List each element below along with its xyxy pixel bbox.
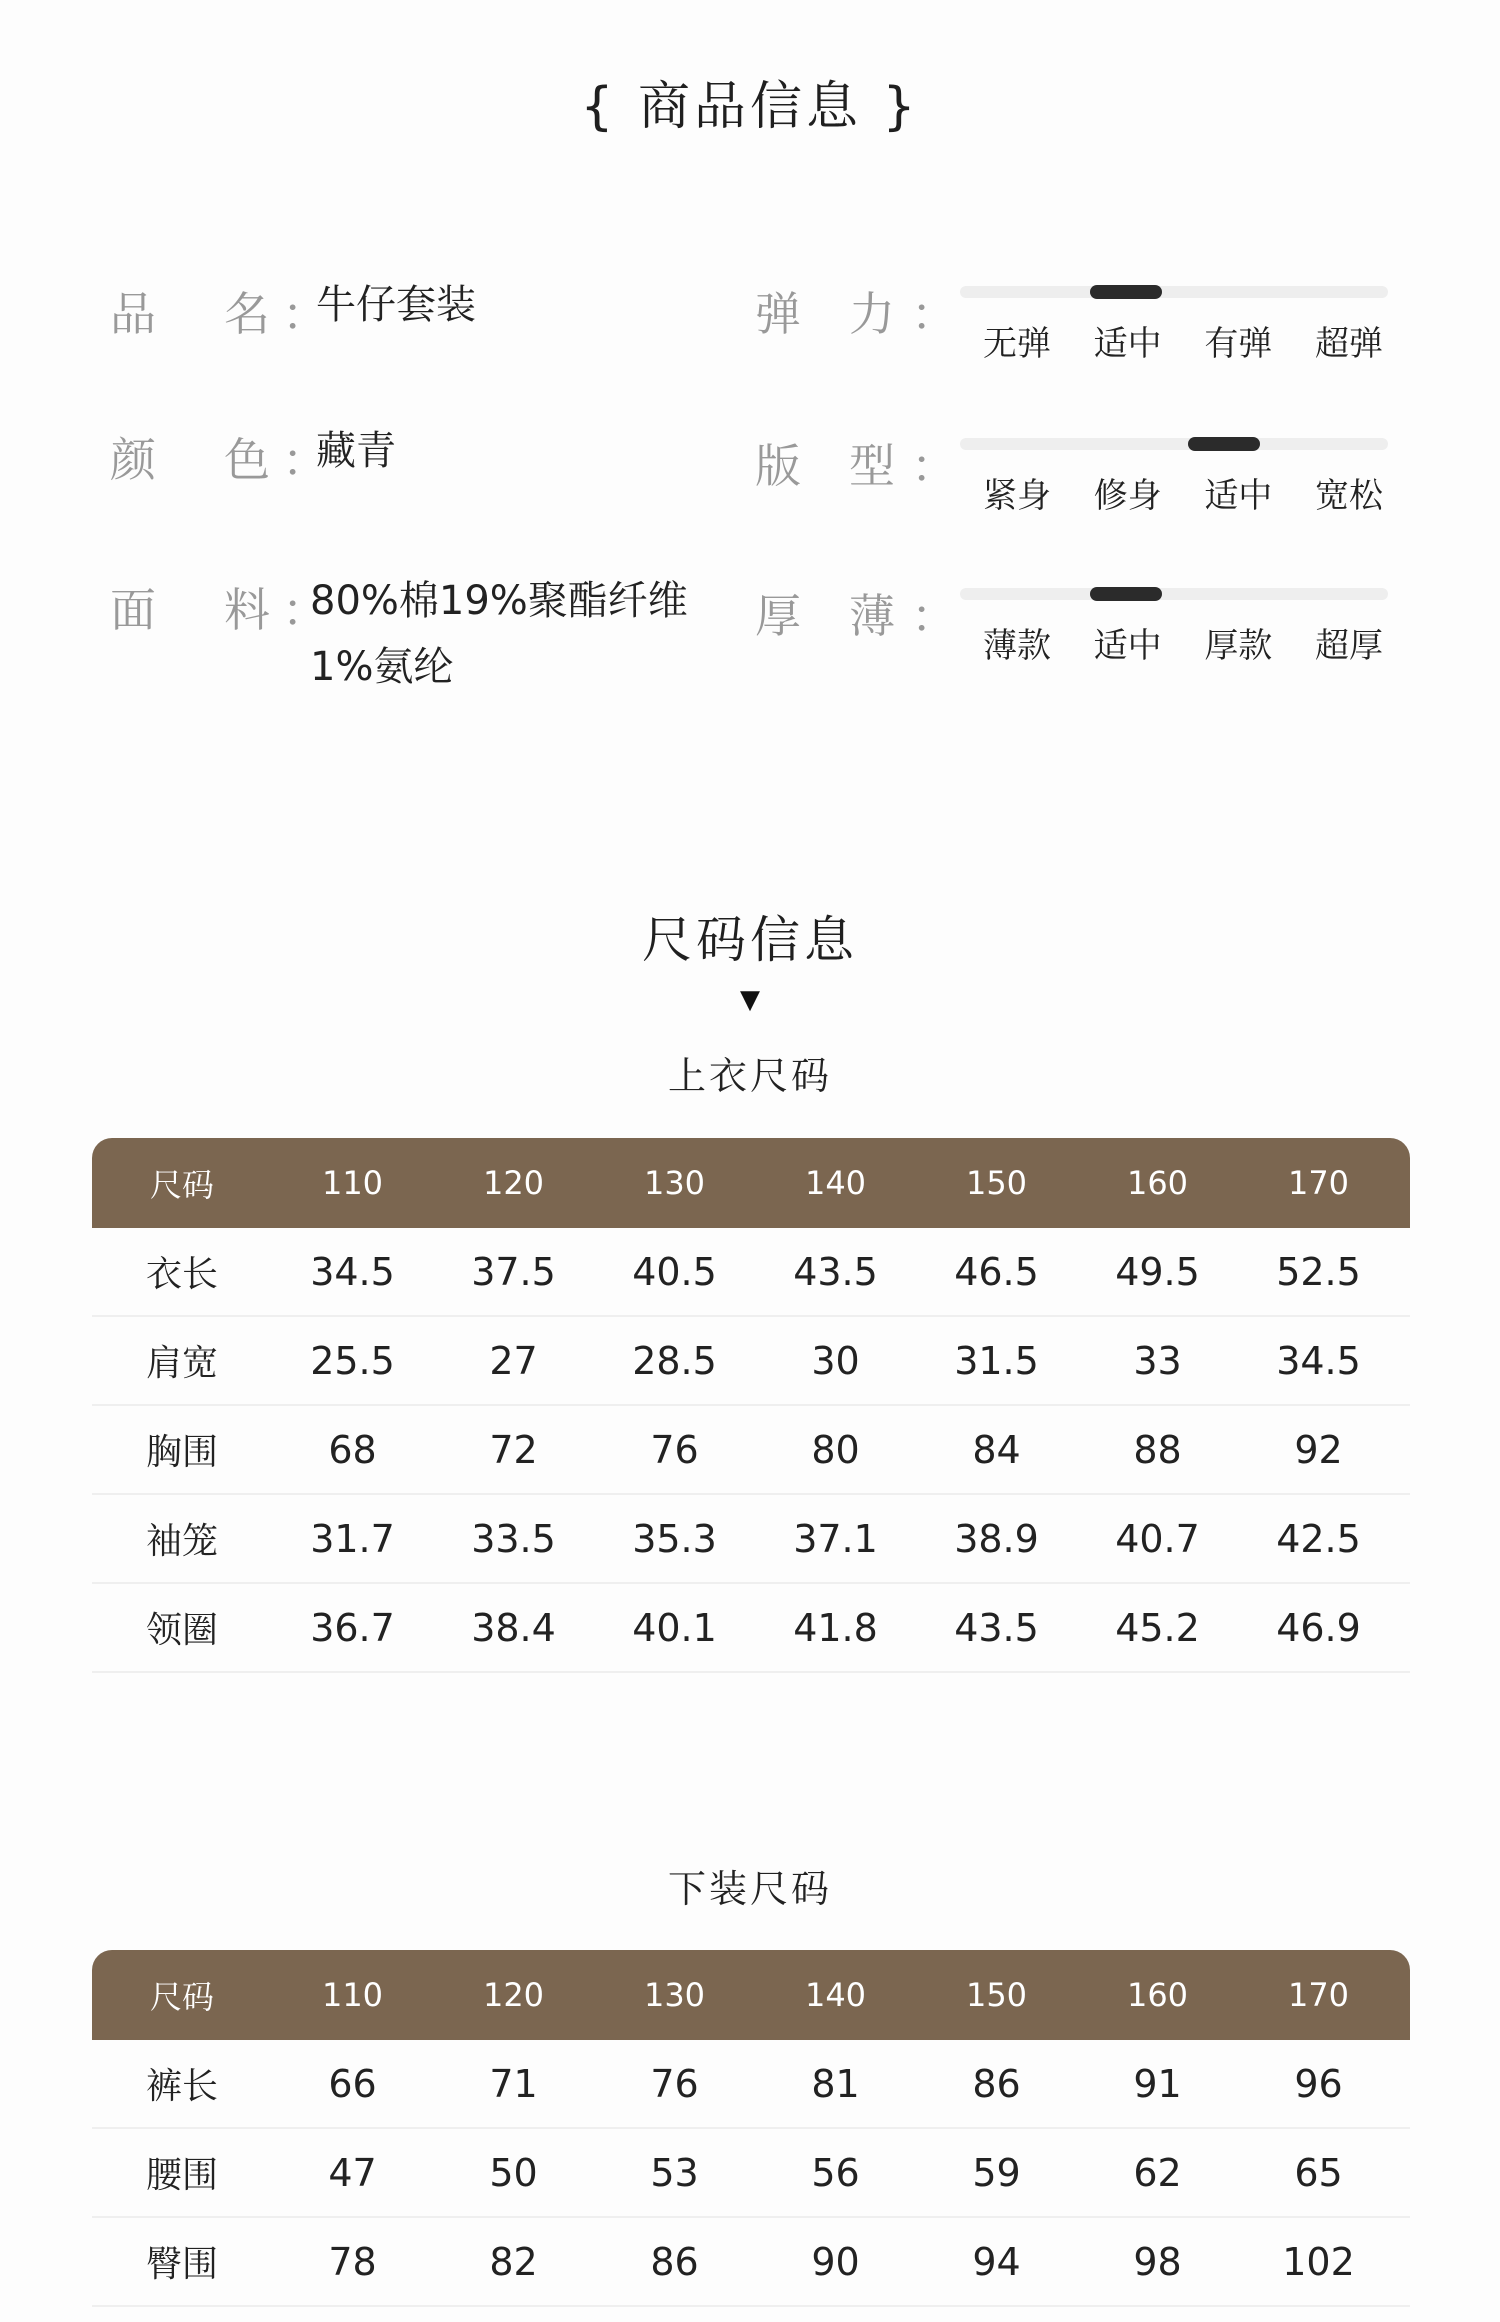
table-cell: 40.1 [632,1605,717,1650]
header-cell-size: 140 [804,1976,867,2014]
key-char: 料 [224,583,270,637]
table-cell: 43.5 [793,1249,878,1294]
table-cell: 52.5 [1276,1249,1361,1294]
row-label: 袖笼 [145,1521,218,1562]
product-name-value: 牛仔套装 [316,282,476,328]
key-char: 品 [110,287,156,341]
table-cell: 40.5 [632,1249,717,1294]
header-cell-size: 170 [1287,1164,1350,1202]
header-cell-label: 尺码 [149,1166,214,1204]
table-cell: 46.9 [1276,1605,1361,1650]
table-cell: 37.1 [793,1516,878,1561]
option-label: 超弹 [1314,324,1383,364]
row-label: 裤长 [145,2066,218,2107]
table-header [92,1950,1410,2040]
key-char: 厚 [755,589,801,643]
row-label: 胸围 [145,1432,218,1473]
table-cell: 66 [328,2061,377,2106]
table-cell: 28.5 [632,1338,717,1383]
row-label: 肩宽 [145,1343,218,1384]
colon: ： [911,287,957,341]
header-cell-size: 160 [1126,1164,1189,1202]
table-cell: 96 [1294,2061,1343,2106]
thickness-scale-marker [1090,587,1162,601]
row-label: 臀围 [145,2244,218,2285]
fit-options [983,468,1383,517]
table-cell: 49.5 [1115,1249,1200,1294]
table-cell: 94 [972,2239,1021,2284]
bottom-size-title: 下装尺码 [667,1867,832,1911]
table-cell: 91 [1133,2061,1182,2106]
table-cell: 68 [328,1427,377,1472]
table-cell: 41.8 [793,1605,878,1650]
table-cell: 25.5 [310,1338,395,1383]
elasticity-scale-track [960,286,1388,298]
table-cell: 90 [811,2239,860,2284]
colon: ： [282,433,328,487]
colon: ： [911,589,957,643]
header-cell-label: 尺码 [149,1978,214,2016]
option-label: 修身 [1093,476,1162,516]
fabric-value-line2: 1%氨纶 [310,644,454,690]
rating-key-elasticity [755,278,895,344]
info-key-color [110,424,270,490]
table-cell: 72 [489,1427,538,1472]
table-row [92,1228,1410,1317]
rating-key-fit [755,430,895,496]
option-label: 无弹 [983,324,1051,364]
table-cell: 102 [1282,2239,1355,2284]
table-cell: 27 [489,1338,538,1383]
table-cell: 86 [972,2061,1021,2106]
table-cell: 62 [1133,2150,1182,2195]
key-char: 色 [224,433,270,487]
key-char: 版 [755,439,801,493]
table-cell: 43.5 [954,1605,1039,1650]
info-key-name [110,278,270,344]
table-cell: 35.3 [632,1516,717,1561]
table-cell: 33 [1133,1338,1182,1383]
row-label: 衣长 [145,1254,218,1295]
option-label: 超厚 [1314,626,1383,666]
colon: ： [911,439,957,493]
table-cell: 47 [328,2150,377,2195]
option-label: 厚款 [1204,626,1273,666]
table-row [92,1495,1410,1584]
option-label: 适中 [1093,626,1162,666]
table-cell: 40.7 [1115,1516,1200,1561]
header-cell-size: 120 [482,1164,545,1202]
header-cell-size: 130 [643,1164,706,1202]
elasticity-options [983,316,1383,365]
fabric-value-line1: 80%棉19%聚酯纤维 [310,578,688,624]
fit-scale-track [960,438,1388,450]
header-cell-size: 150 [965,1164,1028,1202]
table-row [92,1406,1410,1495]
table-row [92,2129,1410,2218]
row-label: 领圈 [145,1610,218,1651]
fit-scale-marker [1188,437,1260,451]
table-cell: 65 [1294,2150,1343,2195]
elasticity-scale-marker [1090,285,1162,299]
table-row [92,1584,1410,1673]
table-cell: 34.5 [1276,1338,1361,1383]
table-cell: 78 [328,2239,377,2284]
product-info-title: { 商品信息 } [580,77,920,137]
header-cell-size: 140 [804,1164,867,1202]
table-row [92,1317,1410,1406]
table-cell: 30 [811,1338,860,1383]
table-cell: 33.5 [471,1516,556,1561]
table-cell: 37.5 [471,1249,556,1294]
key-char: 型 [849,439,895,493]
table-cell: 88 [1133,1427,1182,1472]
table-cell: 81 [811,2061,860,2106]
key-char: 薄 [849,589,895,643]
option-label: 薄款 [983,626,1051,666]
option-label: 紧身 [983,476,1051,516]
table-cell: 45.2 [1115,1605,1200,1650]
table-cell: 38.4 [471,1605,556,1650]
header-cell-size: 120 [482,1976,545,2014]
table-cell: 38.9 [954,1516,1039,1561]
table-header [92,1138,1410,1228]
option-label: 适中 [1204,476,1273,516]
table-cell: 80 [811,1427,860,1472]
top-size-table [92,1138,1410,1673]
bottom-size-table [92,1950,1410,2307]
table-cell: 86 [650,2239,699,2284]
table-cell: 92 [1294,1427,1343,1472]
header-cell-size: 170 [1287,1976,1350,2014]
table-cell: 71 [489,2061,538,2106]
table-cell: 46.5 [954,1249,1039,1294]
table-cell: 56 [811,2150,860,2195]
table-row [92,2218,1410,2307]
header-cell-size: 110 [321,1976,384,2014]
product-color-value: 藏青 [316,428,396,474]
option-label: 适中 [1093,324,1162,364]
colon: ： [282,287,328,341]
row-label: 腰围 [145,2155,218,2196]
key-char: 力 [849,287,895,341]
table-cell: 98 [1133,2239,1182,2284]
down-arrow-icon: ▼ [740,985,760,1015]
thickness-scale-track [960,588,1388,600]
top-size-title: 上衣尺码 [667,1054,832,1098]
key-char: 名 [224,287,270,341]
table-cell: 36.7 [310,1605,395,1650]
header-cell-size: 110 [321,1164,384,1202]
size-info-title: 尺码信息 [642,911,858,969]
table-cell: 76 [650,2061,699,2106]
table-cell: 84 [972,1427,1021,1472]
table-cell: 31.5 [954,1338,1039,1383]
table-cell: 42.5 [1276,1516,1361,1561]
table-cell: 53 [650,2150,699,2195]
table-row [92,2040,1410,2129]
table-cell: 50 [489,2150,538,2195]
info-key-fabric [110,574,270,640]
key-char: 颜 [110,433,156,487]
option-label: 宽松 [1314,476,1383,516]
header-cell-size: 160 [1126,1976,1189,2014]
header-cell-size: 130 [643,1976,706,2014]
key-char: 面 [110,583,156,637]
table-cell: 34.5 [310,1249,395,1294]
option-label: 有弹 [1204,324,1273,364]
thickness-options [983,618,1383,667]
colon: ： [282,583,328,637]
rating-key-thickness [755,580,895,646]
table-cell: 76 [650,1427,699,1472]
table-cell: 31.7 [310,1516,395,1561]
key-char: 弹 [755,287,801,341]
table-cell: 59 [972,2150,1021,2195]
header-cell-size: 150 [965,1976,1028,2014]
table-cell: 82 [489,2239,538,2284]
